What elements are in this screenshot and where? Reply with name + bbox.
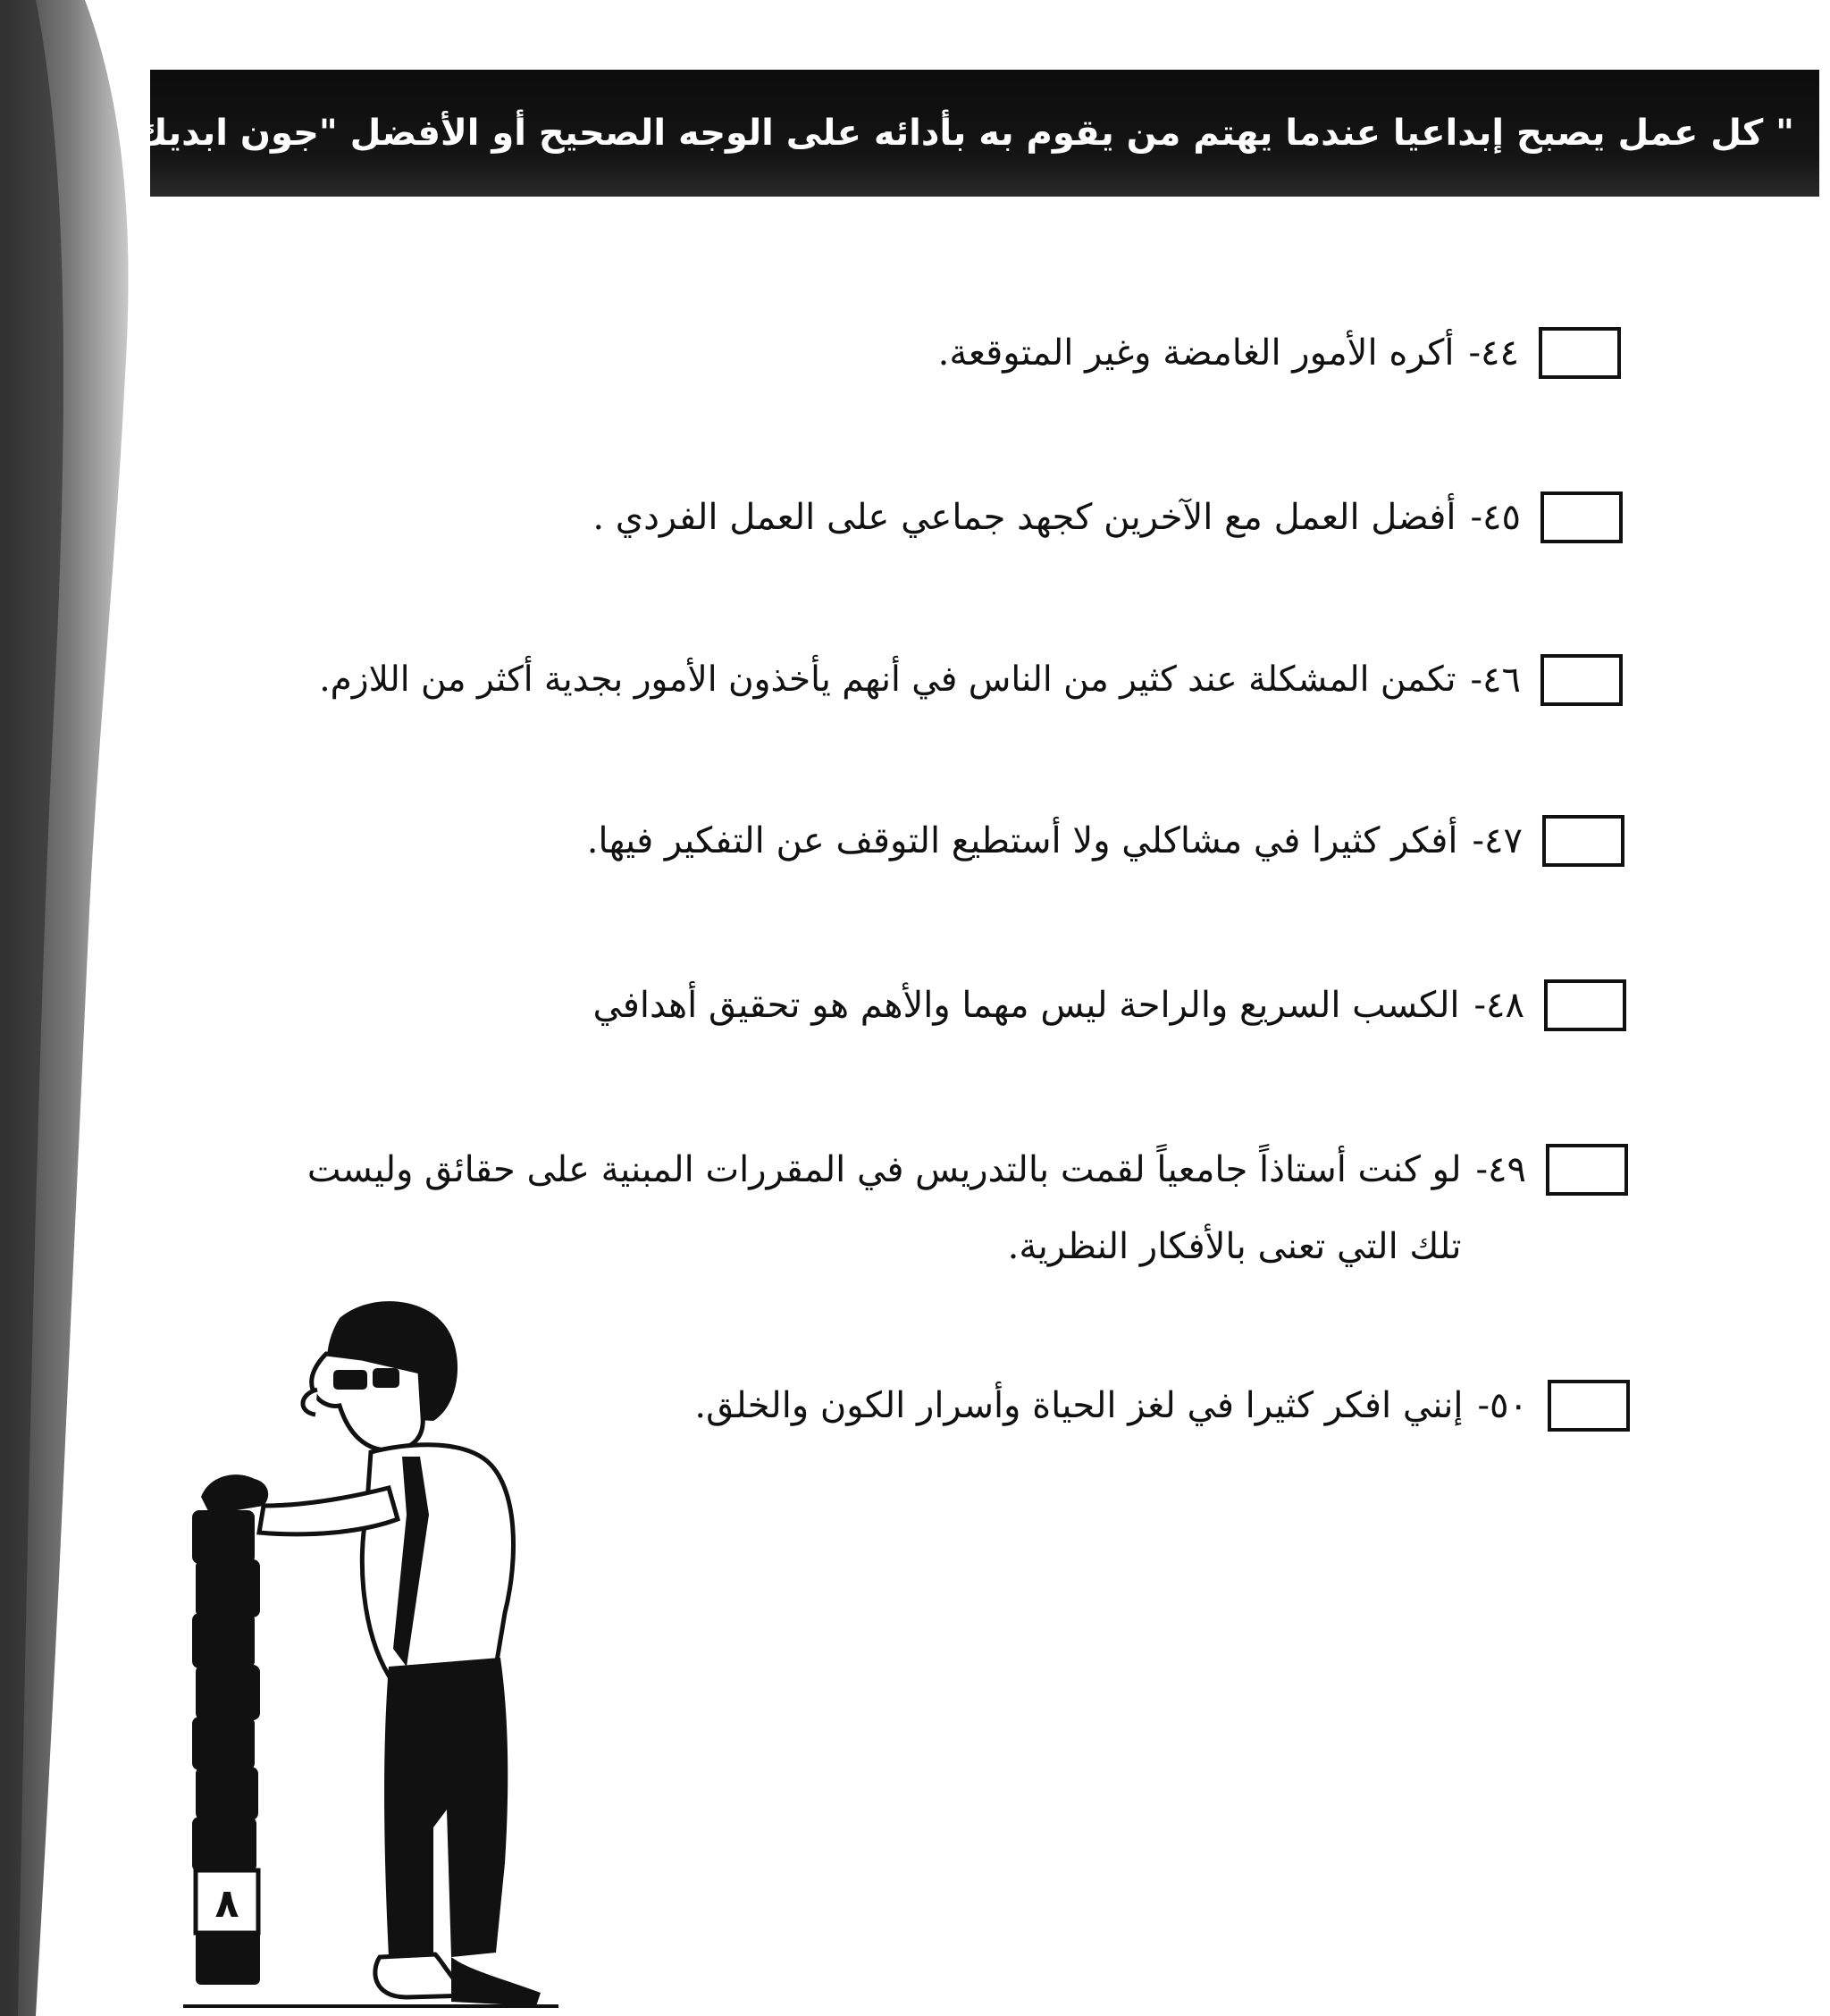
answer-checkbox[interactable] (1548, 1380, 1630, 1432)
question-item (195, 815, 1624, 879)
question-text: الكسب السريع والراحة ليس مهما والأهم هو تحقيق أهدافي (592, 985, 1460, 1026)
question-number: ٤٤- (1468, 332, 1519, 374)
question-item (379, 1380, 1630, 1444)
question-item (191, 327, 1621, 391)
question-text: لو كنت أستاذاً جامعياً لقمت بالتدريس في المقررات المبنية على حقائق وليست تلك التي تعنى بالأفكار النظرية. (306, 1149, 1462, 1267)
quote-author: جون ابديك (134, 113, 319, 154)
question-number: ٥٠- (1477, 1385, 1528, 1426)
question-text: تكمن المشكلة عند كثير من الناس في أنهم يأخذون الأمور بجدية أكثر من اللازم. (319, 659, 1456, 700)
question-text: أفكر كثيرا في مشاكلي ولا أستطيع التوقف عن التفكير فيها. (586, 820, 1458, 861)
quote-text: " كل عمل يصبح إبداعيا عندما يهتم من يقوم به بأدائه على الوجه الصحيح أو الأفضل " (318, 113, 1794, 154)
question-text: أفضل العمل مع الآخرين كجهد جماعي على العمل الفردي . (592, 497, 1456, 538)
question-item (148, 654, 1623, 718)
question-number: ٤٨- (1473, 985, 1524, 1026)
quote-banner (134, 70, 1819, 197)
question-text: إنني افكر كثيرا في لغز الحياة وأسرار الكون والخلق. (694, 1385, 1464, 1426)
answer-checkbox[interactable] (1540, 654, 1623, 706)
answer-checkbox[interactable] (1540, 491, 1623, 543)
question-number: ٤٥- (1470, 497, 1521, 538)
answer-checkbox[interactable] (1546, 1144, 1628, 1196)
answer-checkbox[interactable] (1539, 327, 1621, 379)
left-border-decoration (0, 0, 152, 2016)
block-label: ٨ (214, 1881, 239, 1927)
question-item (197, 979, 1626, 1044)
question-number: ٤٧- (1472, 820, 1523, 861)
question-text: أكره الأمور الغامضة وغير المتوقعة. (937, 332, 1455, 374)
question-item (193, 491, 1623, 556)
question-item (234, 1144, 1628, 1285)
question-number: ٤٦- (1470, 659, 1521, 701)
answer-checkbox[interactable] (1542, 815, 1624, 867)
answer-checkbox[interactable] (1544, 979, 1626, 1031)
question-number: ٤٩- (1475, 1149, 1526, 1190)
man-stacking-blocks-illustration (183, 1291, 558, 2016)
